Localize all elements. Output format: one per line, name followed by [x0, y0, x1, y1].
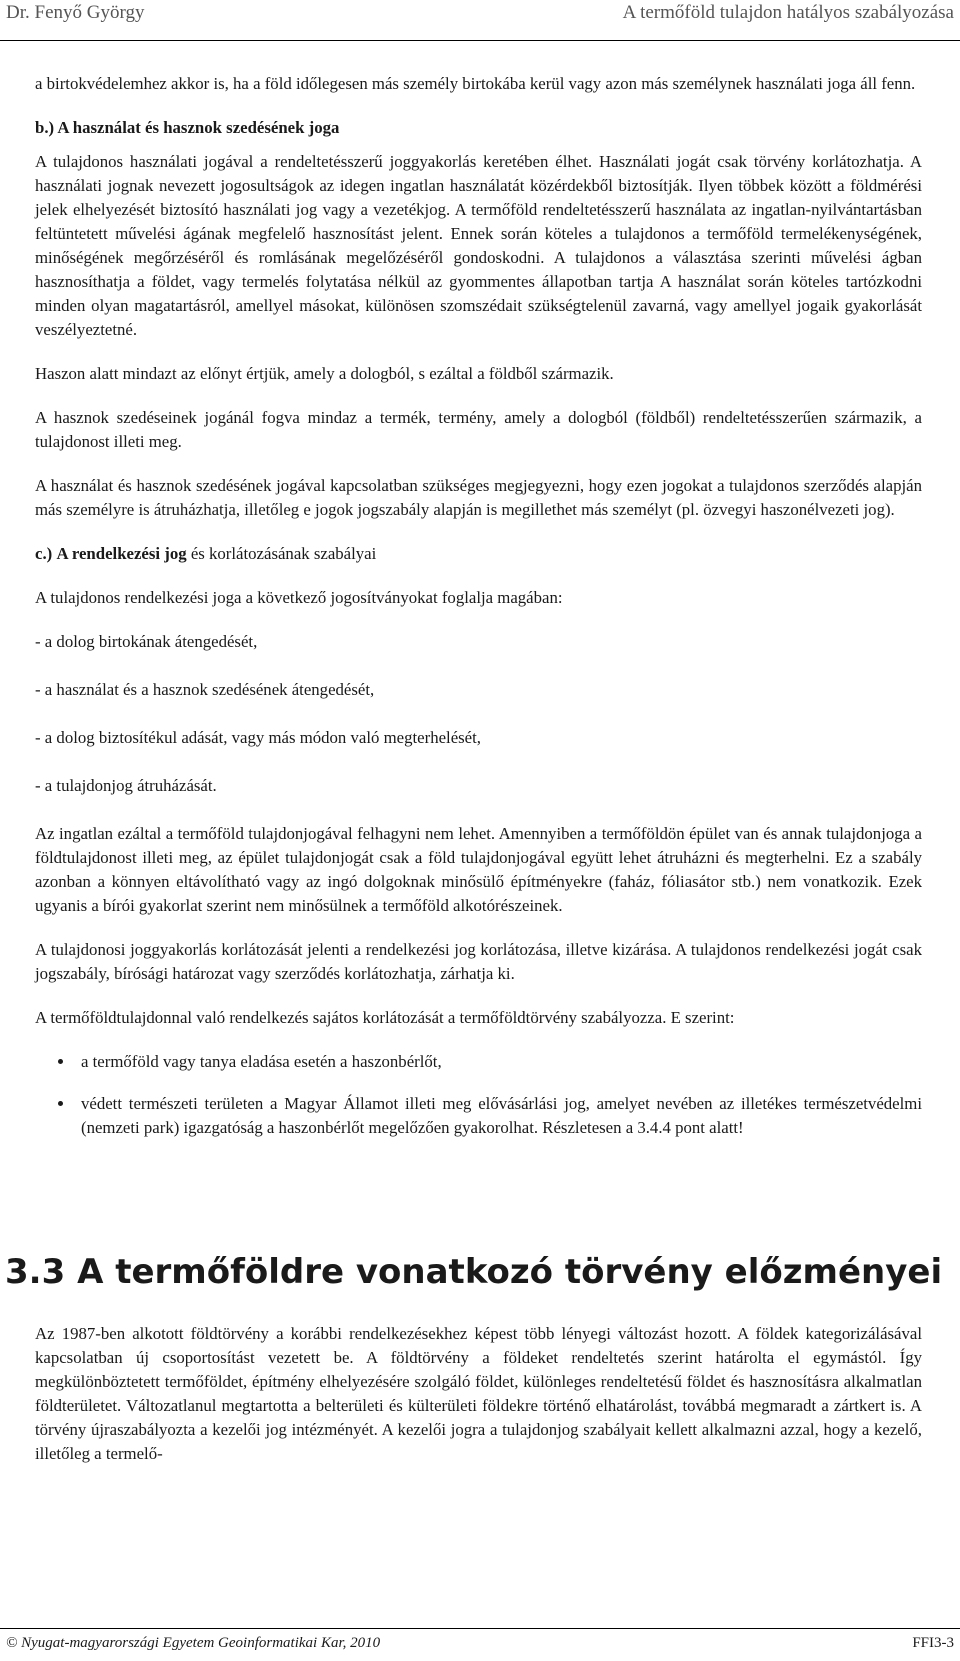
header-author: Dr. Fenyő György	[6, 2, 145, 23]
footer-copyright: © Nyugat-magyarországi Egyetem Geoinformatikai Kar, 2010	[6, 1635, 381, 1651]
bullet-item: • a termőföld vagy tanya eladása esetén a haszonbérlőt,	[75, 1050, 922, 1074]
bullet-list	[35, 1050, 922, 1140]
subheading-c-bold: A rendelkezési jog	[56, 544, 187, 563]
subheading-b: b.) A használat és hasznok szedésének joga	[35, 118, 340, 137]
paragraph-c1: A tulajdonos rendelkezési joga a következő jogosítványokat foglalja magában:	[35, 588, 563, 607]
dash-item: - a tulajdonjog átruházását.	[35, 776, 217, 795]
paragraph-b3: A hasznok szedéseinek jogánál fogva mindaz a termék, termény, amely a dologból (földből) rendeltetésszerűen származik, a tulajdonost illeti meg.	[35, 408, 922, 451]
subheading-c-rest: és korlátozásának szabályai	[190, 544, 377, 563]
paragraph-b4: A használat és hasznok szedésének jogával kapcsolatban szükséges megjegyezni, hogy ezen jogokat a tulajdonos szerződés alapján más személyre is átruházhatja, illetőleg e jogok jogszabály alapján is megillethet más személyt (pl. özvegyi haszonélvezeti jog).	[35, 476, 922, 519]
footer-page-number: FFI3-3	[912, 1635, 954, 1651]
paragraph-c2: Az ingatlan ezáltal a termőföld tulajdonjogával felhagyni nem lehet. Amennyiben a termőföldön épület van és annak tulajdonjoga a földtulajdonost illeti meg, az épület tulajdonjogát csak a föld tulajdonjogával együtt lehet átruházni és megterhelni. Ez a szabály azonban a könnyen eltávolítható vagy az ingó dolgoknak minősülő építményekre (faház, fóliasátor stb.) nem vonatkozik. Ezek ugyanis a bírói gyakorlat szerint nem minősülnek a termőföld alkotórészeinek.	[35, 824, 922, 915]
dash-item: - a dolog birtokának átengedését,	[35, 632, 258, 651]
subheading-c	[35, 542, 922, 566]
paragraph-c4: A termőföldtulajdonnal való rendelkezés sajátos korlátozását a termőföldtörvény szabályozza. E szerint:	[35, 1008, 735, 1027]
header-title: A termőföld tulajdon hatályos szabályozása	[622, 2, 954, 23]
dash-item: - a dolog biztosítékul adását, vagy más módon való megterhelését,	[35, 728, 481, 747]
paragraph-c3: A tulajdonosi joggyakorlás korlátozását jelenti a rendelkezési jog korlátozása, illetve kizárása. A tulajdonos rendelkezési jogát csak jogszabály, bírósági határozat vagy szerződés korlátozhatja, zárhatja ki.	[35, 940, 922, 983]
section-body-paragraph: Az 1987-ben alkotott földtörvény a korábbi rendelkezésekhez képest több lényegi változást hozott. A földek kategorizálásával kapcsolatban új csoportosítást vezetett be. A földtörvény a földeket rendeltetés szerint határolta el egymástól. Így megkülönböztetett termőföldet, építmény elhelyezésére szolgáló földet, különleges rendeltetésű földet és hasznosításra alkalmatlan földterületet. Változatlanul megtartotta a belterületi és külterületi földekre történő elhatárolást, továbbá megmaradt a zártkert is. A törvény újraszabályozta a kezelői jog intézményét. A kezelői jogra a tulajdonjog szabályait kellett alkalmazni azzal, hogy a kezelő, illetőleg a termelő-	[35, 1324, 922, 1463]
paragraph-b2: Haszon alatt mindazt az előnyt értjük, amely a dologból, s ezáltal a földből származik.	[35, 364, 614, 383]
bullet-item: • védett természeti területen a Magyar Államot illeti meg elővásárlási jog, amelyet nevében az illetékes természetvédelmi (nemzeti park) igazgatóság a haszonbérlőt megelőzően gyakorolhat. Részletesen a 3.4.4 pont alatt!	[75, 1092, 922, 1140]
subheading-c-prefix: c.)	[35, 544, 53, 563]
paragraph-b1: A tulajdonos használati jogával a rendeltetésszerű joggyakorlás keretében élhet. Használati jogát csak törvény korlátozhatja. A használati jognak nevezett jogosultságok az idegen ingatlan használatát közérdekből biztosítják. Ilyen többek között a földmérési jelek elhelyezését biztosító használati jog vagy a vezetékjog. A termőföld rendeltetésszerű használata az ingatlan-nyilvántartásban feltüntetett művelési ágának megfelelő hasznosítást jelent. Ennek során köteles a tulajdonos a termőföld termelékenységének, minőségének megőrzéséről és romlásának megelőzéséről gondoskodni. A tulajdonos a választása szerinti művelési ágban hasznosíthatja a földet, vagy termelés folytatása nélkül az gyommentes állapotban tartja A használat során köteles tartózkodni minden olyan magatartásról, amellyel másokat, különösen szomszédait szükségtelenül zavarná, vagy amellyel jogaik gyakorlását veszélyeztetné.	[35, 152, 922, 339]
main-content	[35, 72, 922, 1158]
section-heading: 3.3 A termőföldre vonatkozó törvény előzményei	[5, 1252, 943, 1292]
dash-item: - a használat és a hasznok szedésének átengedését,	[35, 680, 375, 699]
page-footer	[0, 1628, 960, 1661]
paragraph-intro: a birtokvédelemhez akkor is, ha a föld időlegesen más személy birtokába kerül vagy azon más személynek használati joga áll fenn.	[35, 74, 916, 93]
page-header	[0, 0, 960, 41]
